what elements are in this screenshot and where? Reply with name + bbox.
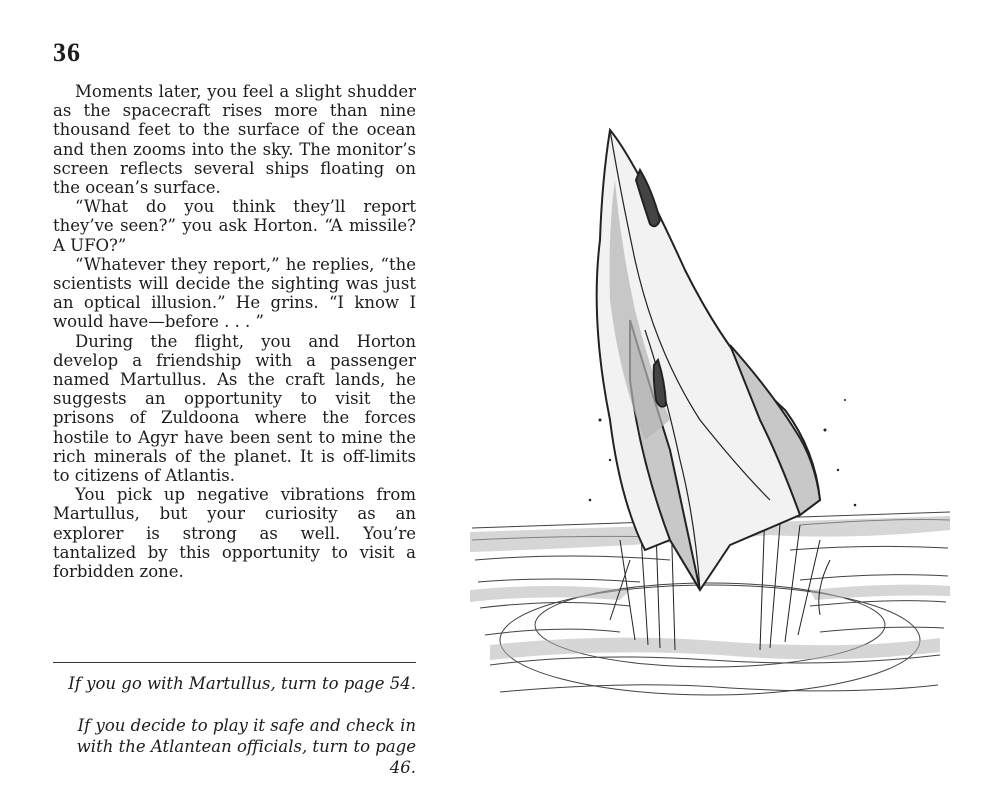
story-paragraph: “What do you think they’ll report they’ve seen?” you ask Horton. “A missile? A UFO?” (53, 197, 416, 255)
story-paragraph: During the flight, you and Horton develop a friendship with a passenger named Martullus. As the craft lands, he suggests an opportunity to visit the prisons of Zuldoona where the forces hostile to Agyr have been sent to mine the rich minerals of the planet. It is off-limits to citizens of Atlantis. (53, 331, 416, 486)
choice-divider (53, 662, 416, 663)
choice-option[interactable]: If you go with Martullus, turn to page 54. (68, 674, 416, 693)
page-number: 36 (53, 38, 81, 67)
spacecraft (597, 130, 820, 590)
story-paragraph: You pick up negative vibrations from Martullus, but your curiosity as an explorer is strong as well. You’re tantalized by this opportunity to visit a forbidden zone. (53, 485, 416, 582)
story-text (53, 82, 416, 581)
story-paragraph: Moments later, you feel a slight shudder as the spacecraft rises more than nine thousand feet to the surface of the ocean and then zooms into the sky. The monitor’s screen reflects several ships floating on the ocean’s surface. (53, 82, 416, 198)
spacecraft-illustration (470, 120, 955, 705)
story-paragraph: “Whatever they report,” he replies, “the scientists will decide the sighting was just an optical illusion.” He grins. “I know I would have—before . . . ” (53, 254, 416, 332)
choices (53, 673, 416, 799)
choice-option[interactable]: If you decide to play it safe and check in with the Atlantean officials, turn to page 46. (76, 716, 416, 777)
